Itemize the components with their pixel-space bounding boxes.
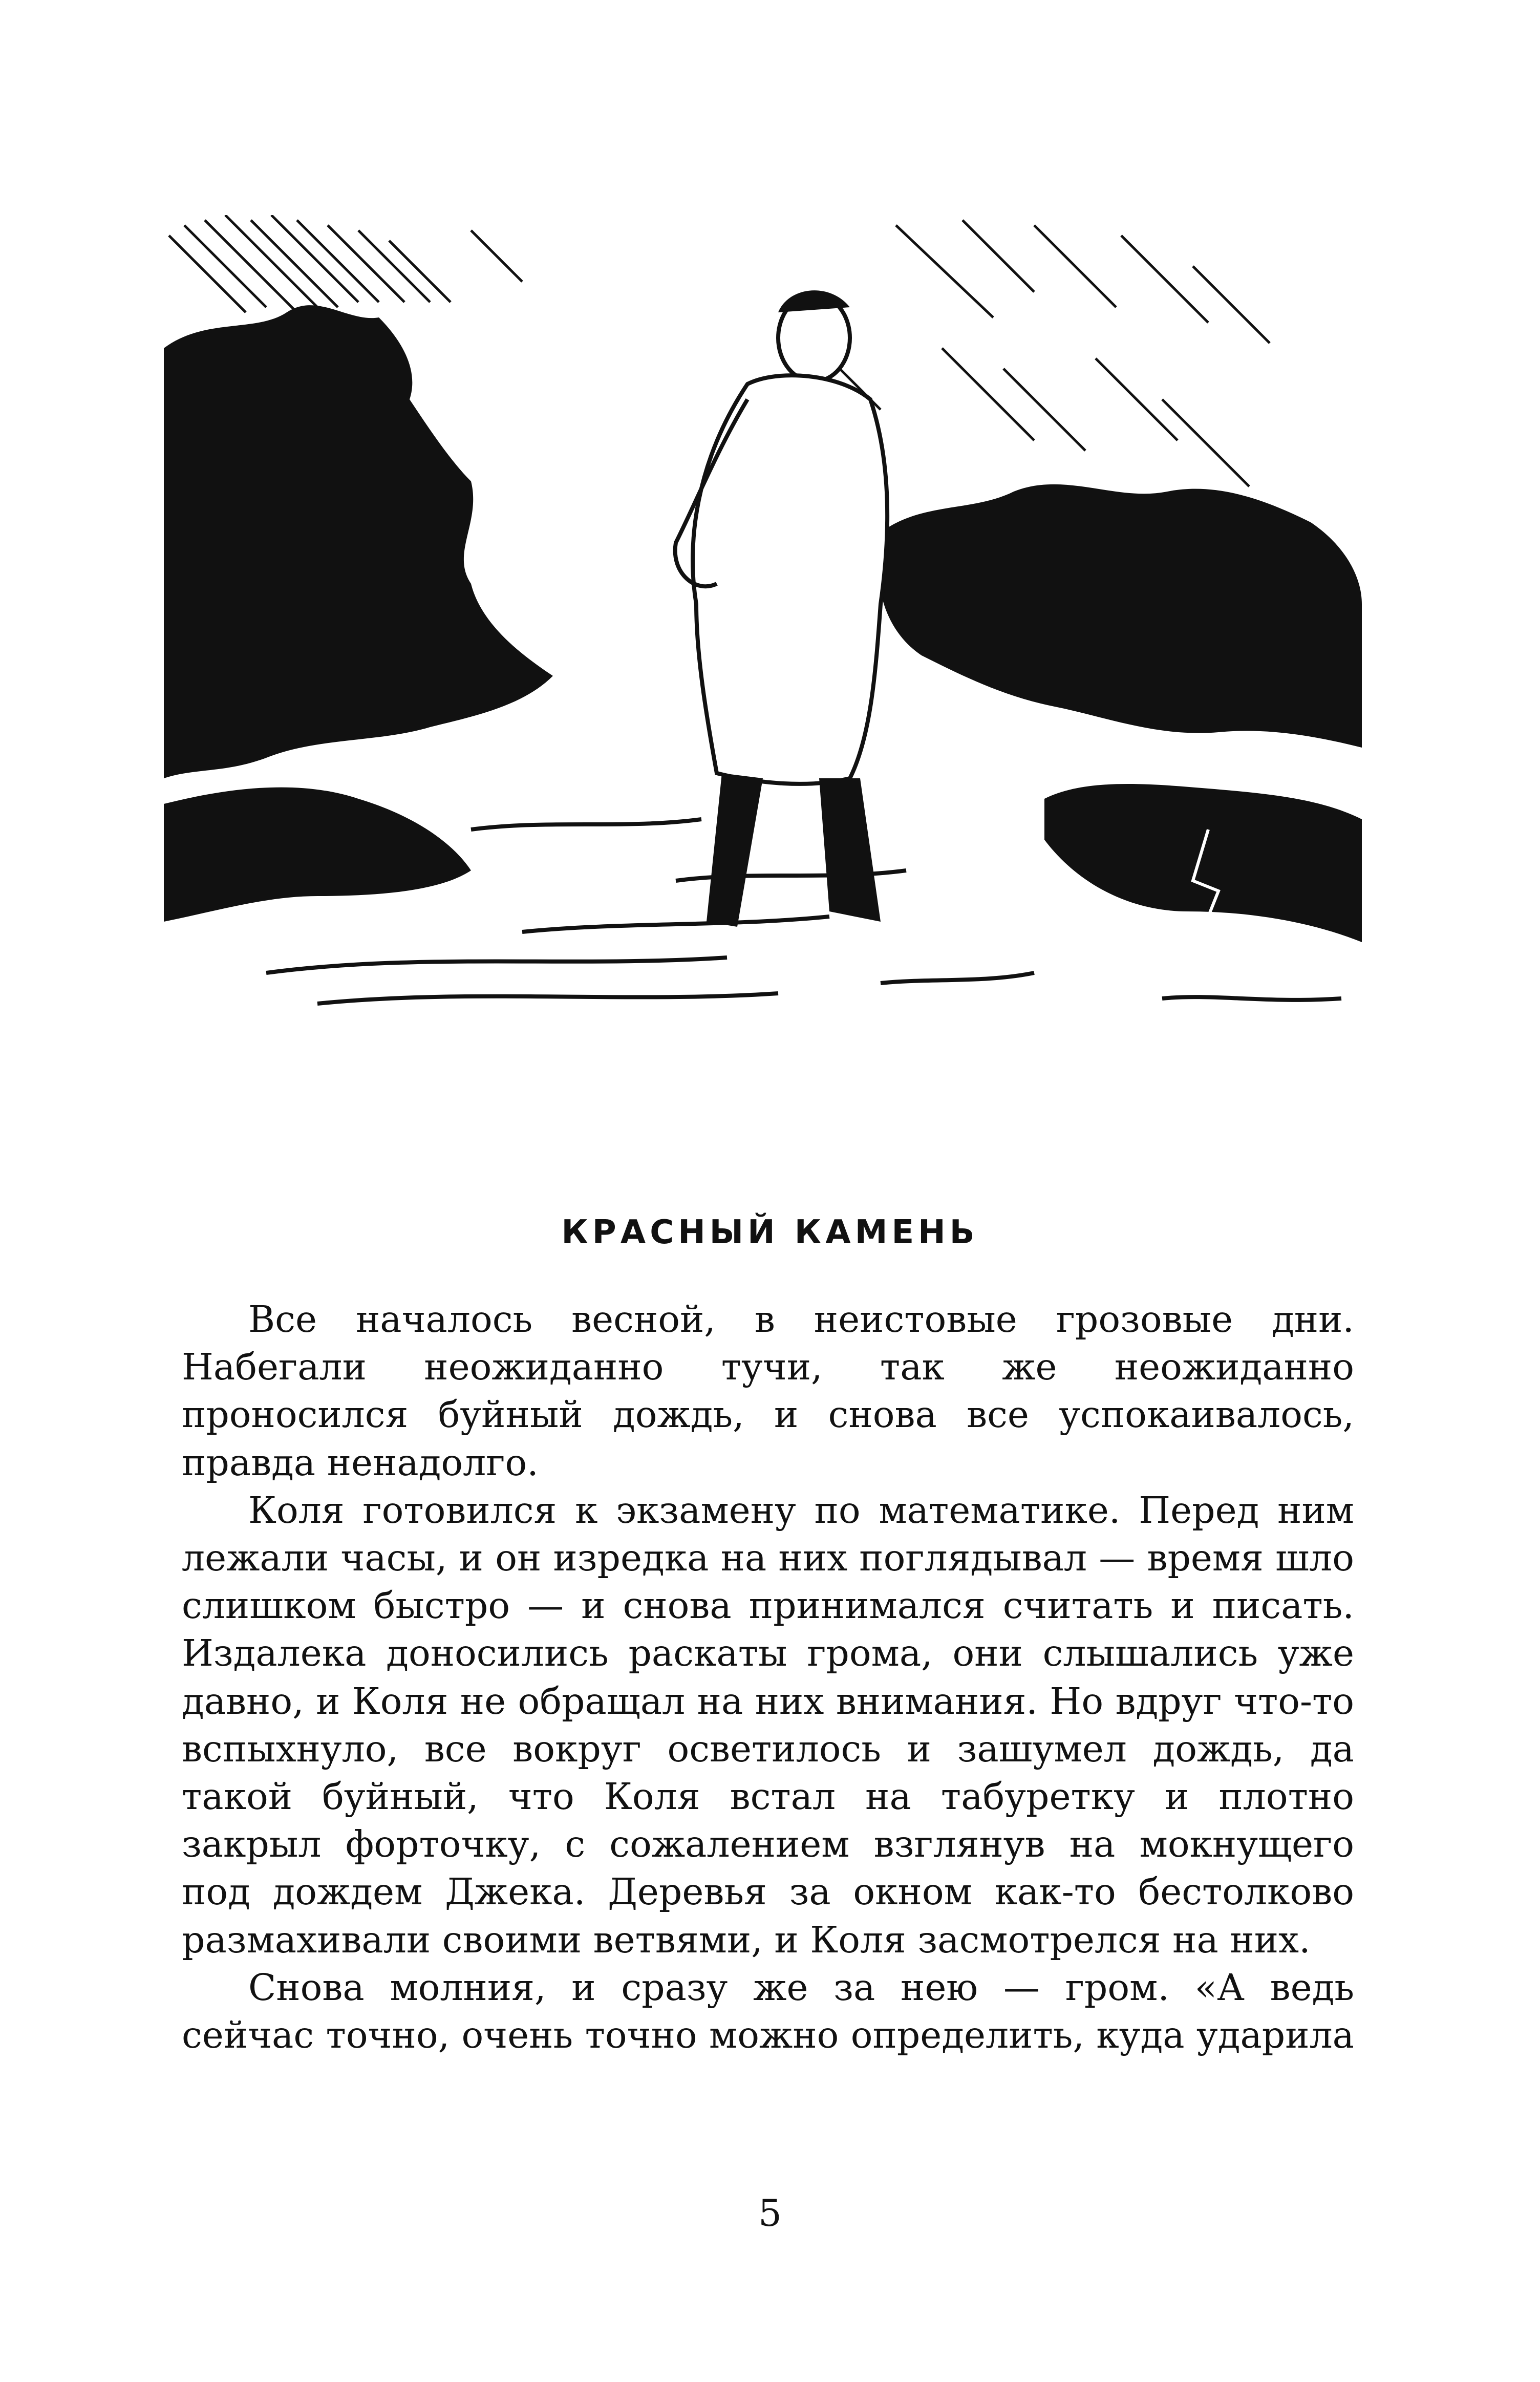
chapter-title: КРАСНЫЙ КАМЕНЬ bbox=[561, 1214, 979, 1251]
paragraph-2: Коля готовился к экзамену по математике. Перед ним лежали часы, и он изредка на них поглядывал — время шло слишком быстро — и снова принимался считать и писать. Издалека доносились раскаты грома, они слышались уже давно, и Коля не обращал на них внимания. Но вдруг что-то вспыхнуло, все вокруг осветилось и зашумел дождь, да такой буйный, что Коля встал на табуретку и плотно закрыл форточку, с сожалением взглянув на мокнущего под дождем Джека. Деревья за окном как-то бестолково размахивали своими ветвями, и Коля засмотрелся на них. bbox=[182, 1488, 1354, 1961]
page-number: 5 bbox=[758, 2192, 782, 2235]
paragraph-3: Снова молния, и сразу же за нею — гром. «А ведь сейчас точно, очень точно можно определить, куда ударила bbox=[182, 1966, 1354, 2057]
bush-left-lower bbox=[164, 788, 471, 922]
bush-right bbox=[878, 484, 1362, 748]
illustration-svg bbox=[164, 215, 1362, 1034]
paragraph-1: Все началось весной, в неистовые грозовые дни. Набегали неожиданно тучи, так же неожиданно проносился буйный дождь, и снова все успокаивалось, правда ненадолго. bbox=[182, 1298, 1354, 1484]
storm-landscape-illustration bbox=[164, 215, 1362, 1034]
bush-left bbox=[164, 305, 553, 778]
body-text bbox=[182, 1295, 1354, 2059]
ravine-right bbox=[1044, 784, 1362, 942]
